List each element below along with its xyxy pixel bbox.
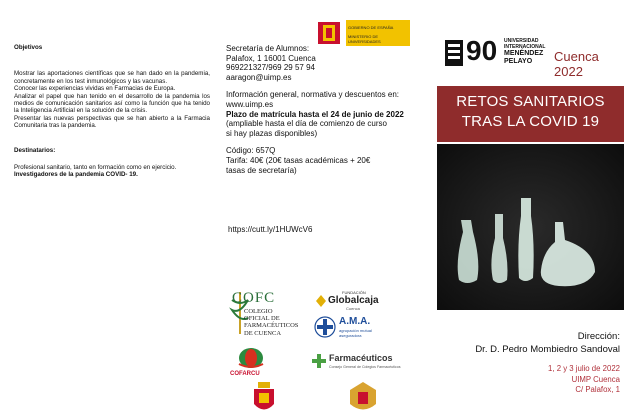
- globalcaja-sub: Cuenca: [346, 306, 360, 311]
- title-line-2: TRAS LA COVID 19: [461, 113, 600, 130]
- cofarcu-logo: [228, 346, 274, 378]
- direction-label: Dirección:: [577, 331, 620, 342]
- farmaceuticos-sub: Consejo General de Colegios Farmacéuticos: [329, 365, 401, 369]
- ministry-line-2: MINISTERIO DE UNIVERSIDADES: [348, 34, 381, 44]
- objective-3: Analizar el papel que han tenido en el desarrollo de la pandemia los medios de comunicación sanitarios así como la función que ha tenido la Inteligencia Artificial en la solución de la crisis.: [14, 92, 210, 115]
- farmaceuticos-cross-icon: [312, 354, 326, 368]
- uimp-number: 90: [466, 35, 498, 66]
- title-banner: [437, 86, 624, 142]
- farmaceuticos-logo: [312, 352, 402, 376]
- ministry-line-1: GOBIERNO DE ESPAÑA: [348, 25, 394, 30]
- cover-photo: [437, 144, 624, 310]
- ama-sub-1: agrupación mutual: [339, 328, 372, 333]
- seal-crest: [350, 382, 376, 415]
- ama-cross-icon: [314, 316, 336, 338]
- globalcaja-symbol-icon: [316, 295, 326, 307]
- secretaria-phone: 969221327/969 29 57 94: [226, 63, 315, 73]
- cofarcu-name: COFARCU: [230, 371, 260, 377]
- globalcaja-top: FUNDACIÓN: [342, 290, 366, 295]
- direction-block: [440, 330, 620, 356]
- uimp-logo: [443, 35, 619, 79]
- cofc-name-1: COLEGIO: [244, 308, 273, 315]
- middle-panel: [226, 44, 416, 175]
- uimp-name-4: PELAYO: [504, 58, 533, 66]
- glass-bottles-image: [437, 144, 624, 310]
- short-url[interactable]: https://cutt.ly/1HUWcV6: [228, 225, 313, 234]
- ama-sub-2: aseguradora: [339, 333, 362, 338]
- seal-crest-icon: [350, 382, 376, 415]
- secretaria-email[interactable]: aaragon@uimp.es: [226, 72, 292, 82]
- objective-1: Mostrar las aportaciones científicas que se han dado en la pandemia, concretamente en los test inmunológicos y las vacunas.: [14, 70, 210, 85]
- course-code: Código: 657Q: [226, 146, 276, 156]
- cuenca-crest: [252, 382, 276, 415]
- deadline: Plazo de matrícula hasta el 24 de junio de 2022: [226, 109, 404, 119]
- uimp-name-3: MENÉNDEZ: [504, 50, 544, 58]
- objectives-title: Objetivos: [14, 44, 43, 51]
- fee-line-1: Tarifa: 40€ (20€ tasas académicas + 20€: [226, 155, 371, 165]
- uimp-name-1: UNIVERSIDAD: [504, 38, 539, 44]
- deadline-note-2: si hay plazas disponibles): [226, 128, 318, 138]
- cofarcu-symbol-icon: [231, 346, 271, 370]
- farmaceuticos-name: Farmacéuticos: [329, 353, 393, 363]
- ama-logo: [314, 314, 384, 340]
- cofc-name-3: FARMACÉUTICOS: [244, 322, 299, 330]
- cofc-name-2: OFICIAL DE: [244, 315, 280, 323]
- cuenca-crest-icon: [252, 382, 276, 415]
- cofc-logo: [222, 290, 312, 342]
- targets-line-1: Profesional sanitario, tanto en formación como en ejercicio.: [14, 164, 177, 172]
- objective-4: Presentar las nuevas perspectivas que se han abierto a la Farmacia Comunitaria tras la pandemia.: [14, 114, 210, 130]
- cofc-letters: COFC: [232, 290, 276, 306]
- ministry-logo: [314, 20, 410, 46]
- event-address: C/ Palafox, 1: [575, 385, 620, 394]
- event-dates: 1, 2 y 3 julio de 2022: [548, 364, 620, 373]
- spain-coat-of-arms-icon: [314, 20, 344, 46]
- uimp-shield-icon: [443, 36, 465, 68]
- event-details: [440, 364, 620, 396]
- cofc-name-4: DE CUENCA: [244, 329, 282, 337]
- info-url[interactable]: www.uimp.es: [226, 99, 274, 109]
- uimp-name-2: INTERNACIONAL: [504, 43, 546, 50]
- director-name: Dr. D. Pedro Mombiedro Sandoval: [475, 344, 620, 355]
- secretaria-address: Palafox, 1 16001 Cuenca: [226, 53, 316, 63]
- targets-title: Destinatarios:: [14, 146, 56, 154]
- left-panel: [14, 44, 210, 179]
- targets-line-2: Investigadores de la pandemia COVID- 19.: [14, 171, 138, 179]
- info-label: Información general, normativa y descuentos en:: [226, 90, 399, 100]
- objective-2: Conocer las experiencias vividas en Farmacias de Europa.: [14, 85, 176, 93]
- city-year: Cuenca 2022: [554, 49, 599, 79]
- title-line-1: RETOS SANITARIOS: [456, 93, 605, 110]
- globalcaja-logo: [316, 290, 386, 312]
- globalcaja-name: Globalcaja: [328, 295, 379, 306]
- secretaria-label: Secretaría de Alumnos:: [226, 44, 310, 53]
- deadline-note-1: (ampliable hasta el día de comienzo de curso: [226, 119, 387, 129]
- ama-name: A.M.A.: [339, 316, 371, 327]
- fee-line-2: tasas de secretaría): [226, 165, 297, 175]
- event-venue: UIMP Cuenca: [571, 374, 620, 384]
